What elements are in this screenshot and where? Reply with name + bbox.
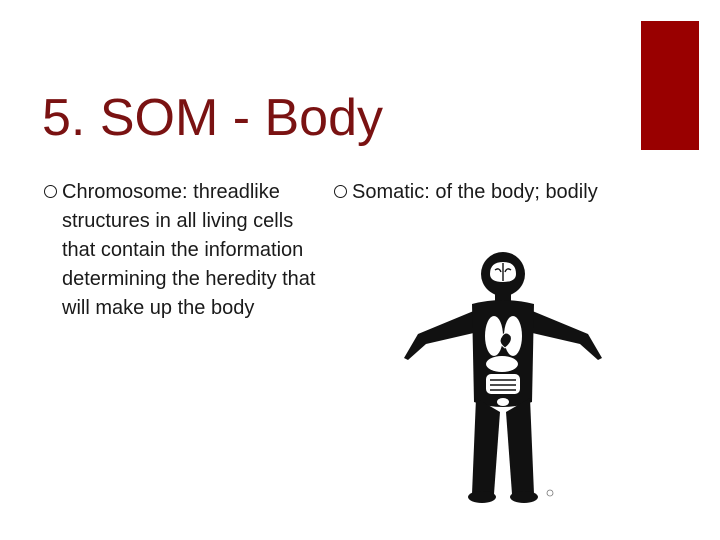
bullet-item-chromosome: [44, 178, 329, 323]
right-column: [334, 178, 624, 207]
bullet-circle-icon: [334, 185, 347, 198]
slide-title: 5. SOM - Body: [42, 89, 383, 147]
left-column: [44, 178, 329, 323]
bullet-text-chromosome: Chromosome: threadlike structures in all living cells that contain the information determining the heredity that will make up the body: [62, 181, 316, 319]
accent-bar: [641, 21, 699, 150]
bullet-item-somatic: [334, 178, 624, 207]
body-figure-image: [398, 252, 608, 507]
bullet-text-somatic: Somatic: of the body; bodily: [352, 181, 598, 203]
bullet-circle-icon: [44, 185, 57, 198]
